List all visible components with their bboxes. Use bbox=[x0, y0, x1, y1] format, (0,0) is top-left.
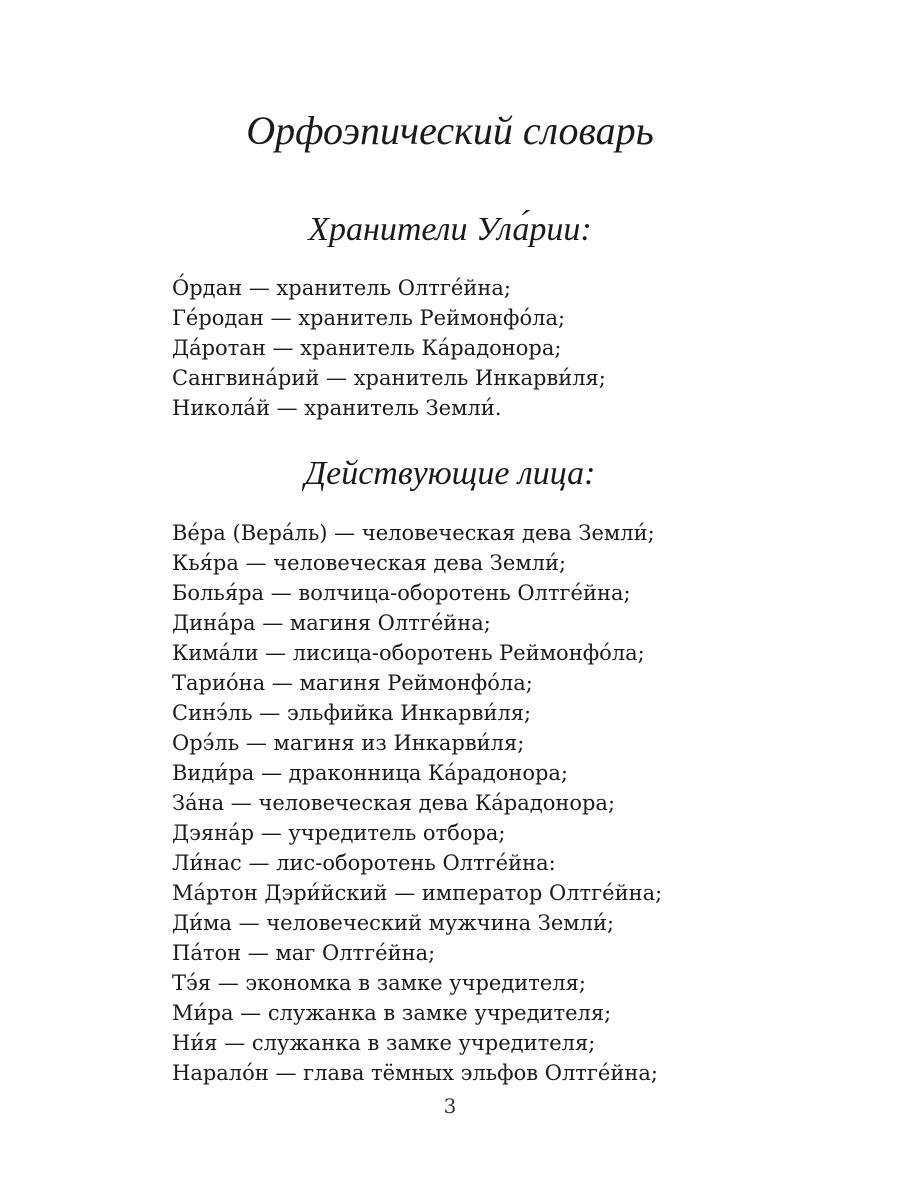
list-item: Сангвина́рий — хранитель Инкарви́ля; bbox=[172, 366, 606, 390]
list-item: Ве́ра (Вера́ль) — человеческая дева Земли́; bbox=[172, 521, 655, 545]
list-item: Нарало́н — глава тёмных эльфов Олтге́йна; bbox=[172, 1061, 658, 1085]
guardians-list bbox=[172, 273, 812, 423]
page-title: Орфоэпический словарь bbox=[246, 108, 654, 153]
list-item: Види́ра — драконница Ка́радонора; bbox=[172, 761, 569, 785]
list-item: За́на — человеческая дева Ка́радонора; bbox=[172, 791, 616, 815]
list-item: Синэ́ль — эльфийка Инкарви́ля; bbox=[172, 701, 532, 725]
list-item: Ди́ма — человеческий мужчина Земли́; bbox=[172, 911, 615, 935]
list-item: Ми́ра — служанка в замке учредителя; bbox=[172, 1001, 612, 1025]
list-item: Дина́ра — магиня Олтге́йна; bbox=[172, 611, 491, 635]
section-heading-guardians: Хранители Ула́рии: bbox=[308, 211, 592, 248]
list-item: Дэяна́р — учредитель отбора; bbox=[172, 821, 506, 845]
list-item: О́рдан — хранитель Олтге́йна; bbox=[172, 276, 511, 300]
page-number: 3 bbox=[443, 1094, 457, 1118]
list-item: Ма́ртон Дэри́йский — император Олтге́йна; bbox=[172, 881, 663, 905]
list-item: Па́тон — маг Олтге́йна; bbox=[172, 941, 436, 965]
list-item: Кья́ра — человеческая дева Земли́; bbox=[172, 551, 567, 575]
list-item: Болья́ра — волчица-оборотень Олтге́йна; bbox=[172, 581, 631, 605]
characters-list bbox=[172, 518, 812, 1088]
list-item: Никола́й — хранитель Земли́. bbox=[172, 396, 502, 420]
list-item: Да́ротан — хранитель Ка́радонора; bbox=[172, 336, 562, 360]
list-item: Ни́я — служанка в замке учредителя; bbox=[172, 1031, 596, 1055]
list-item: Тарио́на — магиня Реймонфо́ла; bbox=[172, 671, 533, 695]
list-item: Орэ́ль — магиня из Инкарви́ля; bbox=[172, 731, 525, 755]
list-item: Ли́нас — лис-оборотень Олтге́йна: bbox=[172, 851, 556, 875]
section-heading-characters: Действующие лица: bbox=[304, 455, 596, 492]
list-item: Кима́ли — лисица-оборотень Реймонфо́ла; bbox=[172, 641, 645, 665]
list-item: Тэ́я — экономка в замке учредителя; bbox=[172, 971, 586, 995]
list-item: Ге́родан — хранитель Реймонфо́ла; bbox=[172, 306, 566, 330]
